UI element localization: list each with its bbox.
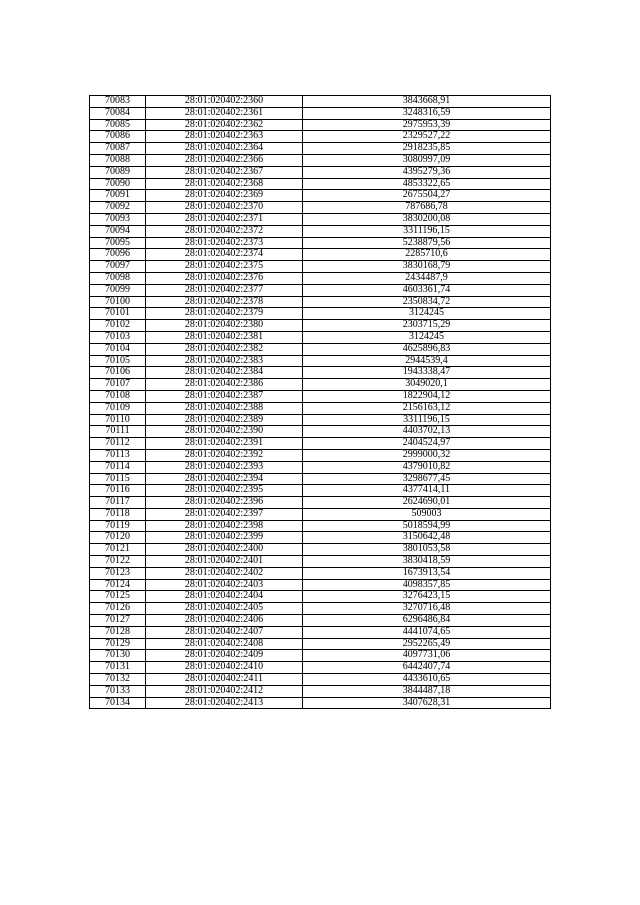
cadastral-number-cell: 28:01:020402:2413 bbox=[146, 697, 303, 709]
cadastral-number-cell: 28:01:020402:2366 bbox=[146, 154, 303, 166]
row-number-cell: 70130 bbox=[90, 650, 146, 662]
cadastral-number-cell: 28:01:020402:2363 bbox=[146, 131, 303, 143]
cadastral-value-cell: 3830168,79 bbox=[303, 261, 551, 273]
cadastral-value-cell: 4403702,13 bbox=[303, 426, 551, 438]
table-row bbox=[90, 272, 551, 284]
row-number-cell: 70122 bbox=[90, 556, 146, 568]
table-row bbox=[90, 674, 551, 686]
cadastral-value-cell: 3150642,48 bbox=[303, 532, 551, 544]
table-row bbox=[90, 355, 551, 367]
cadastral-number-cell: 28:01:020402:2377 bbox=[146, 284, 303, 296]
cadastral-value-cell: 2404524,97 bbox=[303, 438, 551, 450]
table-row bbox=[90, 343, 551, 355]
cadastral-number-cell: 28:01:020402:2376 bbox=[146, 272, 303, 284]
row-number-cell: 70114 bbox=[90, 461, 146, 473]
table-row bbox=[90, 544, 551, 556]
table-row bbox=[90, 237, 551, 249]
table-row bbox=[90, 426, 551, 438]
cadastral-value-cell: 1822904,12 bbox=[303, 390, 551, 402]
cadastral-value-cell: 4379010,82 bbox=[303, 461, 551, 473]
cadastral-value-cell: 4603361,74 bbox=[303, 284, 551, 296]
table-row bbox=[90, 107, 551, 119]
table-row bbox=[90, 449, 551, 461]
cadastral-value-cell: 6296486,84 bbox=[303, 615, 551, 627]
cadastral-number-cell: 28:01:020402:2375 bbox=[146, 261, 303, 273]
cadastral-value-cell: 2329527,22 bbox=[303, 131, 551, 143]
cadastral-number-cell: 28:01:020402:2390 bbox=[146, 426, 303, 438]
table-row bbox=[90, 367, 551, 379]
cadastral-value-cell: 5238879,56 bbox=[303, 237, 551, 249]
row-number-cell: 70116 bbox=[90, 485, 146, 497]
row-number-cell: 70127 bbox=[90, 615, 146, 627]
row-number-cell: 70104 bbox=[90, 343, 146, 355]
row-number-cell: 70083 bbox=[90, 96, 146, 108]
row-number-cell: 70132 bbox=[90, 674, 146, 686]
cadastral-value-cell: 3830418,59 bbox=[303, 556, 551, 568]
table-row bbox=[90, 615, 551, 627]
cadastral-value-cell: 4433610,65 bbox=[303, 674, 551, 686]
table-row bbox=[90, 579, 551, 591]
table-row bbox=[90, 508, 551, 520]
row-number-cell: 70124 bbox=[90, 579, 146, 591]
cadastral-value-cell: 3080997,09 bbox=[303, 154, 551, 166]
cadastral-value-cell: 6442407,74 bbox=[303, 662, 551, 674]
row-number-cell: 70087 bbox=[90, 143, 146, 155]
row-number-cell: 70089 bbox=[90, 166, 146, 178]
table-row bbox=[90, 485, 551, 497]
cadastral-value-cell: 2944539,4 bbox=[303, 355, 551, 367]
cadastral-number-cell: 28:01:020402:2402 bbox=[146, 567, 303, 579]
table-row bbox=[90, 213, 551, 225]
row-number-cell: 70119 bbox=[90, 520, 146, 532]
row-number-cell: 70133 bbox=[90, 685, 146, 697]
cadastral-value-cell: 3124245 bbox=[303, 308, 551, 320]
cadastral-value-cell: 3407628,31 bbox=[303, 697, 551, 709]
cadastral-number-cell: 28:01:020402:2400 bbox=[146, 544, 303, 556]
cadastral-value-cell: 3311196,15 bbox=[303, 225, 551, 237]
cadastral-number-cell: 28:01:020402:2383 bbox=[146, 355, 303, 367]
cadastral-value-cell: 3311196,15 bbox=[303, 414, 551, 426]
cadastral-value-cell: 1943338,47 bbox=[303, 367, 551, 379]
cadastral-value-cell: 2156163,12 bbox=[303, 402, 551, 414]
cadastral-value-cell: 2975953,39 bbox=[303, 119, 551, 131]
cadastral-value-table bbox=[89, 95, 551, 709]
row-number-cell: 70101 bbox=[90, 308, 146, 320]
row-number-cell: 70097 bbox=[90, 261, 146, 273]
table-body bbox=[90, 96, 551, 709]
row-number-cell: 70128 bbox=[90, 626, 146, 638]
cadastral-number-cell: 28:01:020402:2393 bbox=[146, 461, 303, 473]
cadastral-number-cell: 28:01:020402:2401 bbox=[146, 556, 303, 568]
row-number-cell: 70120 bbox=[90, 532, 146, 544]
cadastral-number-cell: 28:01:020402:2409 bbox=[146, 650, 303, 662]
row-number-cell: 70092 bbox=[90, 202, 146, 214]
cadastral-value-cell: 4441074,65 bbox=[303, 626, 551, 638]
row-number-cell: 70095 bbox=[90, 237, 146, 249]
cadastral-value-cell: 4097731,06 bbox=[303, 650, 551, 662]
cadastral-value-cell: 4098357,85 bbox=[303, 579, 551, 591]
table-row bbox=[90, 532, 551, 544]
cadastral-value-cell: 1673913,54 bbox=[303, 567, 551, 579]
cadastral-number-cell: 28:01:020402:2396 bbox=[146, 497, 303, 509]
table-row bbox=[90, 497, 551, 509]
cadastral-number-cell: 28:01:020402:2389 bbox=[146, 414, 303, 426]
cadastral-number-cell: 28:01:020402:2404 bbox=[146, 591, 303, 603]
cadastral-value-cell: 2434487,9 bbox=[303, 272, 551, 284]
cadastral-number-cell: 28:01:020402:2392 bbox=[146, 449, 303, 461]
row-number-cell: 70103 bbox=[90, 331, 146, 343]
cadastral-value-cell: 3270716,48 bbox=[303, 603, 551, 615]
table-row bbox=[90, 190, 551, 202]
cadastral-number-cell: 28:01:020402:2372 bbox=[146, 225, 303, 237]
row-number-cell: 70098 bbox=[90, 272, 146, 284]
cadastral-value-cell: 509003 bbox=[303, 508, 551, 520]
cadastral-value-cell: 5018594,99 bbox=[303, 520, 551, 532]
table-row bbox=[90, 638, 551, 650]
table-row bbox=[90, 473, 551, 485]
cadastral-number-cell: 28:01:020402:2391 bbox=[146, 438, 303, 450]
row-number-cell: 70115 bbox=[90, 473, 146, 485]
row-number-cell: 70084 bbox=[90, 107, 146, 119]
table-row bbox=[90, 390, 551, 402]
table-row bbox=[90, 402, 551, 414]
table-row bbox=[90, 96, 551, 108]
table-row bbox=[90, 697, 551, 709]
cadastral-number-cell: 28:01:020402:2371 bbox=[146, 213, 303, 225]
cadastral-value-cell: 2624690,01 bbox=[303, 497, 551, 509]
row-number-cell: 70096 bbox=[90, 249, 146, 261]
row-number-cell: 70090 bbox=[90, 178, 146, 190]
row-number-cell: 70099 bbox=[90, 284, 146, 296]
table-row bbox=[90, 284, 551, 296]
cadastral-number-cell: 28:01:020402:2408 bbox=[146, 638, 303, 650]
row-number-cell: 70108 bbox=[90, 390, 146, 402]
row-number-cell: 70134 bbox=[90, 697, 146, 709]
cadastral-number-cell: 28:01:020402:2382 bbox=[146, 343, 303, 355]
cadastral-number-cell: 28:01:020402:2379 bbox=[146, 308, 303, 320]
row-number-cell: 70113 bbox=[90, 449, 146, 461]
row-number-cell: 70085 bbox=[90, 119, 146, 131]
table-row bbox=[90, 166, 551, 178]
table-row bbox=[90, 131, 551, 143]
cadastral-number-cell: 28:01:020402:2373 bbox=[146, 237, 303, 249]
cadastral-value-cell: 3049020,1 bbox=[303, 379, 551, 391]
cadastral-number-cell: 28:01:020402:2407 bbox=[146, 626, 303, 638]
cadastral-number-cell: 28:01:020402:2364 bbox=[146, 143, 303, 155]
cadastral-number-cell: 28:01:020402:2398 bbox=[146, 520, 303, 532]
cadastral-number-cell: 28:01:020402:2361 bbox=[146, 107, 303, 119]
cadastral-value-cell: 2918235,85 bbox=[303, 143, 551, 155]
row-number-cell: 70129 bbox=[90, 638, 146, 650]
table-row bbox=[90, 414, 551, 426]
row-number-cell: 70102 bbox=[90, 320, 146, 332]
table-row bbox=[90, 178, 551, 190]
row-number-cell: 70121 bbox=[90, 544, 146, 556]
row-number-cell: 70091 bbox=[90, 190, 146, 202]
cadastral-value-cell: 2285710,6 bbox=[303, 249, 551, 261]
cadastral-number-cell: 28:01:020402:2395 bbox=[146, 485, 303, 497]
cadastral-number-cell: 28:01:020402:2381 bbox=[146, 331, 303, 343]
table-row bbox=[90, 143, 551, 155]
cadastral-number-cell: 28:01:020402:2397 bbox=[146, 508, 303, 520]
row-number-cell: 70111 bbox=[90, 426, 146, 438]
cadastral-number-cell: 28:01:020402:2410 bbox=[146, 662, 303, 674]
cadastral-value-cell: 2999000,32 bbox=[303, 449, 551, 461]
table-row bbox=[90, 320, 551, 332]
table-row bbox=[90, 379, 551, 391]
row-number-cell: 70100 bbox=[90, 296, 146, 308]
cadastral-value-cell: 2952265,49 bbox=[303, 638, 551, 650]
cadastral-value-cell: 2350834,72 bbox=[303, 296, 551, 308]
cadastral-number-cell: 28:01:020402:2412 bbox=[146, 685, 303, 697]
cadastral-value-cell: 3844487,18 bbox=[303, 685, 551, 697]
cadastral-number-cell: 28:01:020402:2386 bbox=[146, 379, 303, 391]
cadastral-number-cell: 28:01:020402:2367 bbox=[146, 166, 303, 178]
cadastral-number-cell: 28:01:020402:2380 bbox=[146, 320, 303, 332]
row-number-cell: 70109 bbox=[90, 402, 146, 414]
cadastral-value-cell: 3801053,58 bbox=[303, 544, 551, 556]
row-number-cell: 70131 bbox=[90, 662, 146, 674]
row-number-cell: 70112 bbox=[90, 438, 146, 450]
table-row bbox=[90, 685, 551, 697]
row-number-cell: 70123 bbox=[90, 567, 146, 579]
cadastral-value-cell: 4625896,83 bbox=[303, 343, 551, 355]
table-row bbox=[90, 249, 551, 261]
cadastral-number-cell: 28:01:020402:2403 bbox=[146, 579, 303, 591]
cadastral-value-cell: 4853322,65 bbox=[303, 178, 551, 190]
row-number-cell: 70125 bbox=[90, 591, 146, 603]
table-row bbox=[90, 556, 551, 568]
row-number-cell: 70088 bbox=[90, 154, 146, 166]
cadastral-value-cell: 4395279,36 bbox=[303, 166, 551, 178]
row-number-cell: 70118 bbox=[90, 508, 146, 520]
table-row bbox=[90, 119, 551, 131]
cadastral-value-cell: 3248316,59 bbox=[303, 107, 551, 119]
row-number-cell: 70086 bbox=[90, 131, 146, 143]
table-row bbox=[90, 626, 551, 638]
cadastral-number-cell: 28:01:020402:2368 bbox=[146, 178, 303, 190]
cadastral-number-cell: 28:01:020402:2384 bbox=[146, 367, 303, 379]
cadastral-number-cell: 28:01:020402:2387 bbox=[146, 390, 303, 402]
table-row bbox=[90, 461, 551, 473]
cadastral-value-cell: 2303715,29 bbox=[303, 320, 551, 332]
row-number-cell: 70105 bbox=[90, 355, 146, 367]
cadastral-number-cell: 28:01:020402:2374 bbox=[146, 249, 303, 261]
table-row bbox=[90, 225, 551, 237]
row-number-cell: 70126 bbox=[90, 603, 146, 615]
row-number-cell: 70107 bbox=[90, 379, 146, 391]
table-row bbox=[90, 261, 551, 273]
table-row bbox=[90, 154, 551, 166]
cadastral-value-cell: 3830200,08 bbox=[303, 213, 551, 225]
table-row bbox=[90, 650, 551, 662]
cadastral-value-cell: 3843668,91 bbox=[303, 96, 551, 108]
cadastral-number-cell: 28:01:020402:2406 bbox=[146, 615, 303, 627]
cadastral-number-cell: 28:01:020402:2362 bbox=[146, 119, 303, 131]
cadastral-number-cell: 28:01:020402:2369 bbox=[146, 190, 303, 202]
row-number-cell: 70117 bbox=[90, 497, 146, 509]
cadastral-value-cell: 3124245 bbox=[303, 331, 551, 343]
cadastral-number-cell: 28:01:020402:2360 bbox=[146, 96, 303, 108]
table-row bbox=[90, 331, 551, 343]
table-row bbox=[90, 308, 551, 320]
cadastral-value-cell: 4377414,11 bbox=[303, 485, 551, 497]
table-row bbox=[90, 603, 551, 615]
table-row bbox=[90, 567, 551, 579]
cadastral-number-cell: 28:01:020402:2378 bbox=[146, 296, 303, 308]
cadastral-value-cell: 787686,78 bbox=[303, 202, 551, 214]
cadastral-number-cell: 28:01:020402:2399 bbox=[146, 532, 303, 544]
cadastral-value-cell: 3276423,15 bbox=[303, 591, 551, 603]
cadastral-value-cell: 2675504,27 bbox=[303, 190, 551, 202]
table-row bbox=[90, 662, 551, 674]
table-row bbox=[90, 438, 551, 450]
table-row bbox=[90, 520, 551, 532]
cadastral-number-cell: 28:01:020402:2405 bbox=[146, 603, 303, 615]
cadastral-number-cell: 28:01:020402:2388 bbox=[146, 402, 303, 414]
row-number-cell: 70093 bbox=[90, 213, 146, 225]
row-number-cell: 70110 bbox=[90, 414, 146, 426]
row-number-cell: 70106 bbox=[90, 367, 146, 379]
cadastral-number-cell: 28:01:020402:2394 bbox=[146, 473, 303, 485]
table-row bbox=[90, 296, 551, 308]
cadastral-value-cell: 3298677,45 bbox=[303, 473, 551, 485]
table-row bbox=[90, 591, 551, 603]
table-row bbox=[90, 202, 551, 214]
cadastral-number-cell: 28:01:020402:2370 bbox=[146, 202, 303, 214]
cadastral-number-cell: 28:01:020402:2411 bbox=[146, 674, 303, 686]
row-number-cell: 70094 bbox=[90, 225, 146, 237]
